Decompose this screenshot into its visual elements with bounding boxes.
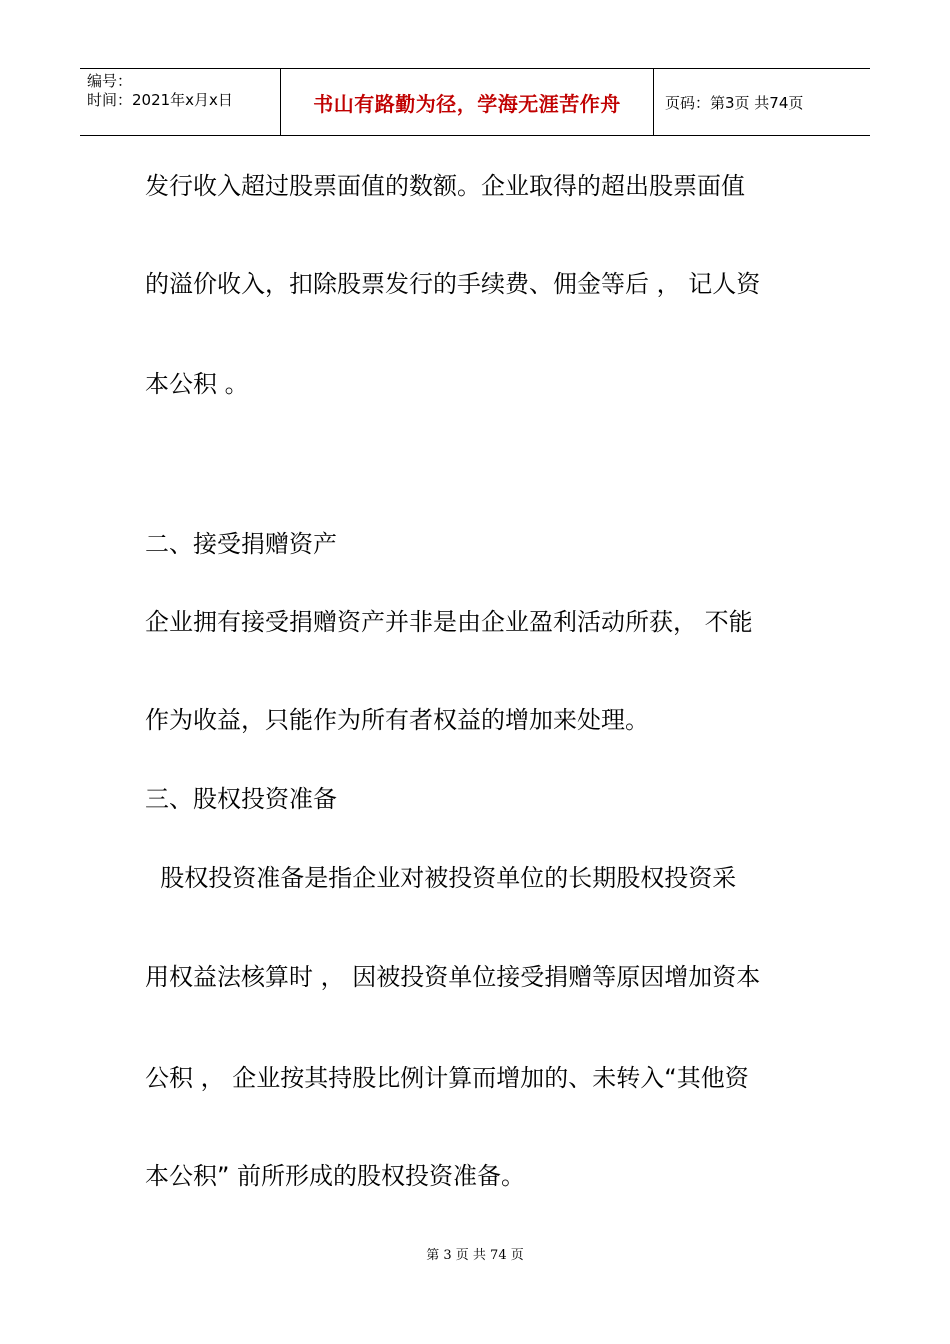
section-heading-2: 二、接受捐赠资产 [145, 530, 337, 558]
page-footer: 第 3 页 共 74 页 [426, 1248, 524, 1263]
body-line-6: 作为收益，只能作为所有者权益的增加来处理。 [145, 706, 649, 734]
body-line-8: 股权投资准备是指企业对被投资单位的长期股权投资采 [145, 864, 737, 892]
header-motto: 书山有路勤为径，学海无涯苦作舟 [281, 69, 654, 135]
section-heading-3: 三、股权投资准备 [145, 785, 337, 813]
body-line-5: 企业拥有接受捐赠资产并非是由企业盈利活动所获， 不能 [145, 608, 753, 636]
body-line-10: 公积 ， 企业按其持股比例计算而增加的、未转入“其他资 [145, 1064, 749, 1092]
page-header [80, 68, 870, 136]
header-meta-cell [80, 69, 281, 135]
number-label: 编号： [87, 72, 133, 90]
time-label: 时间：2021年x月x日 [87, 91, 233, 109]
body-line-9: 用权益法核算时 ， 因被投资单位接受捐赠等原因增加资本 [145, 963, 761, 991]
body-line-11: 本公积” 前所形成的股权投资准备。 [145, 1162, 526, 1190]
body-line-3: 本公积 。 [145, 370, 249, 398]
header-page-info: 页码：第3页 共74页 [665, 93, 804, 112]
body-line-1: 发行收入超过股票面值的数额。企业取得的超出股票面值 [145, 172, 745, 200]
body-line-2: 的溢价收入，扣除股票发行的手续费、佣金等后 ， 记人资 [145, 270, 761, 298]
